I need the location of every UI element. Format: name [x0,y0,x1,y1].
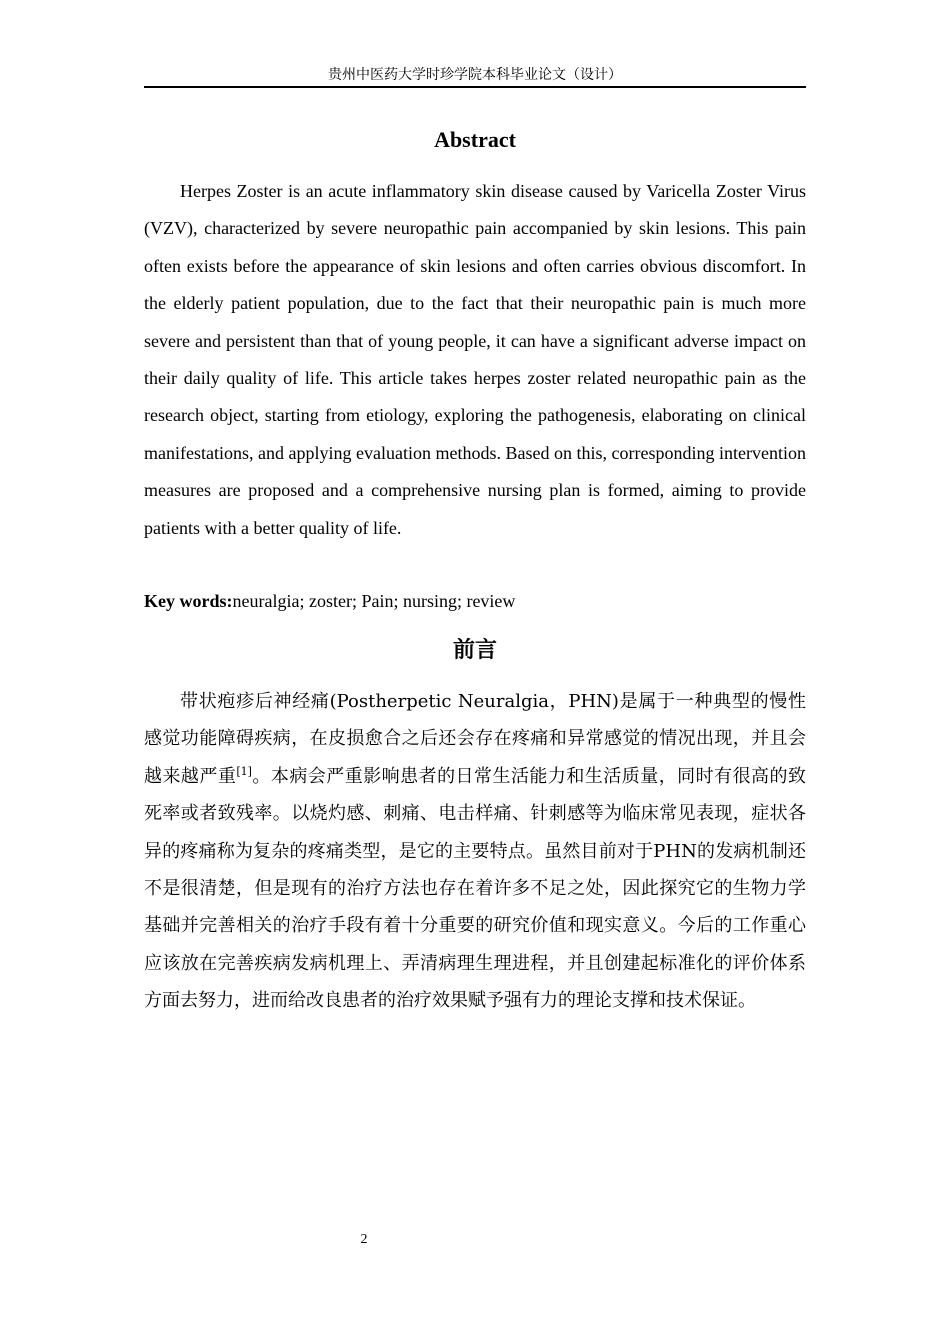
preface-text-part1: 带状疱疹后神经痛(Postherpetic Neuralgia，PHN)是属于一种典型的慢性感觉功能障碍疾病，在皮损愈合之后还会存在疼痛和异常感觉的情况出现，并且会越来越严重 [144,691,806,787]
keywords-label: Key words: [144,591,233,611]
keywords-line [144,586,806,616]
preface-title: 前言 [452,637,497,663]
abstract-paragraph: Herpes Zoster is an acute inflammatory skin disease caused by Varicella Zoster Virus (VZV), characterized by severe neuropathic pain accompanied by skin lesions. This pain often exists before the appearance of skin lesions and often carries obvious discomfort. In the elderly patient population, due to the fact that their neuropathic pain is much more severe and persistent than that of young people, it can have a significant adverse impact on their daily quality of life. This article takes herpes zoster related neuropathic pain as the research object, starting from etiology, exploring the pathogenesis, elaborating on clinical manifestations, and applying evaluation methods. Based on this, corresponding intervention measures are proposed and a comprehensive nursing plan is formed, aiming to provide patients with a better quality of life. [144,181,806,538]
abstract-title: Abstract [434,127,516,152]
page-header: 贵州中医药大学时珍学院本科毕业论文（设计） [144,66,806,88]
citation-reference[interactable]: [1] [236,764,252,778]
preface-paragraph [144,683,806,1020]
keywords-value: neuralgia; zoster; Pain; nursing; review [232,591,516,611]
preface-text-part2: 。本病会严重影响患者的日常生活能力和生活质量，同时有很高的致死率或者致残率。以烧灼感、刺痛、电击样痛、针刺感等为临床常见表现，症状各异的疼痛称为复杂的疼痛类型，是它的主要特点。虽然目前对于PHN的发病机制还不是很清楚，但是现有的治疗方法也存在着许多不足之处，因此探究它的生物力学基础并完善相关的治疗手段有着十分重要的研究价值和现实意义。今后的工作重心应该放在完善疾病发病机理上、弄清病理生理进程，并且创建起标准化的评价体系方面去努力，进而给改良患者的治疗效果赋予强有力的理论支撑和技术保证。 [144,765,806,1012]
page-number: 2 [360,1232,368,1247]
